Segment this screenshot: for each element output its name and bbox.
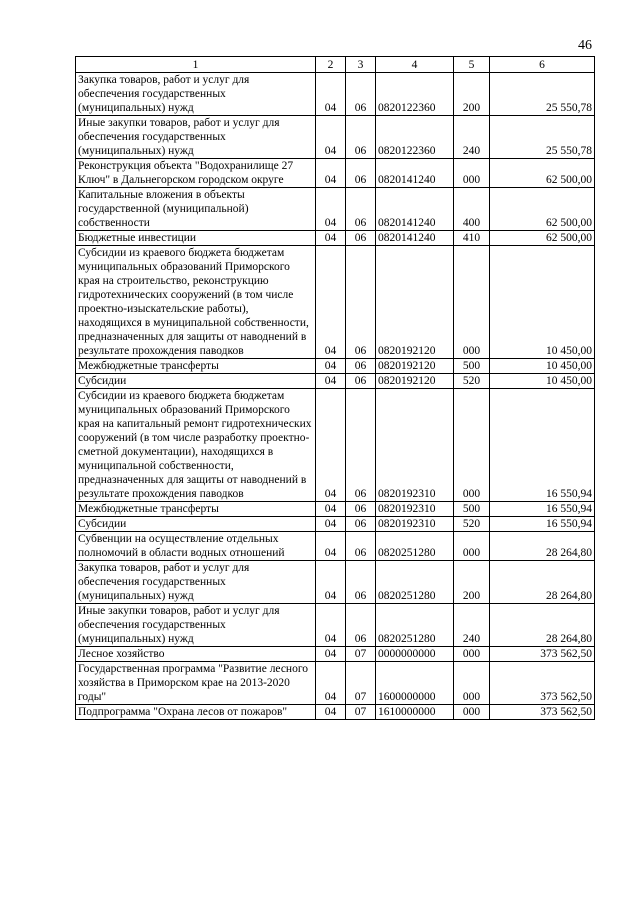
page-number: 46 xyxy=(578,38,592,53)
expense-type-cell: 000 xyxy=(454,159,490,188)
table-row xyxy=(76,502,595,517)
column-header: 3 xyxy=(346,57,376,73)
row-name-cell: Подпрограмма "Охрана лесов от пожаров" xyxy=(76,705,316,720)
section-code-cell: 04 xyxy=(316,359,346,374)
section-code-cell: 04 xyxy=(316,532,346,561)
row-name-cell: Бюджетные инвестиции xyxy=(76,231,316,246)
section-code-cell: 04 xyxy=(316,647,346,662)
amount-cell: 28 264,80 xyxy=(490,604,595,647)
table-row xyxy=(76,532,595,561)
row-name-cell: Межбюджетные трансферты xyxy=(76,359,316,374)
expense-type-cell: 200 xyxy=(454,561,490,604)
expense-type-cell: 500 xyxy=(454,359,490,374)
expense-type-cell: 520 xyxy=(454,374,490,389)
amount-cell: 16 550,94 xyxy=(490,502,595,517)
table-row xyxy=(76,246,595,359)
subsection-code-cell: 06 xyxy=(346,532,376,561)
table-row xyxy=(76,231,595,246)
row-name-cell: Закупка товаров, работ и услуг для обеспечения государственных (муниципальных) нужд xyxy=(76,561,316,604)
amount-cell: 62 500,00 xyxy=(490,159,595,188)
subsection-code-cell: 06 xyxy=(346,116,376,159)
amount-cell: 373 562,50 xyxy=(490,705,595,720)
amount-cell: 16 550,94 xyxy=(490,389,595,502)
section-code-cell: 04 xyxy=(316,502,346,517)
amount-cell: 28 264,80 xyxy=(490,532,595,561)
subsection-code-cell: 07 xyxy=(346,662,376,705)
section-code-cell: 04 xyxy=(316,73,346,116)
amount-cell: 10 450,00 xyxy=(490,246,595,359)
column-header: 4 xyxy=(376,57,454,73)
table-row xyxy=(76,359,595,374)
subsection-code-cell: 06 xyxy=(346,561,376,604)
section-code-cell: 04 xyxy=(316,159,346,188)
target-article-cell: 0820141240 xyxy=(376,231,454,246)
target-article-cell: 1600000000 xyxy=(376,662,454,705)
amount-cell: 28 264,80 xyxy=(490,561,595,604)
subsection-code-cell: 07 xyxy=(346,705,376,720)
table-row xyxy=(76,604,595,647)
row-name-cell: Иные закупки товаров, работ и услуг для обеспечения государственных (муниципальных) нужд xyxy=(76,116,316,159)
target-article-cell: 0820122360 xyxy=(376,116,454,159)
budget-table xyxy=(75,56,595,720)
table-row xyxy=(76,705,595,720)
table-body xyxy=(76,73,595,720)
row-name-cell: Субвенции на осуществление отдельных полномочий в области водных отношений xyxy=(76,532,316,561)
subsection-code-cell: 06 xyxy=(346,517,376,532)
row-name-cell: Межбюджетные трансферты xyxy=(76,502,316,517)
expense-type-cell: 000 xyxy=(454,532,490,561)
target-article-cell: 0820141240 xyxy=(376,188,454,231)
expense-type-cell: 000 xyxy=(454,389,490,502)
amount-cell: 25 550,78 xyxy=(490,116,595,159)
row-name-cell: Субсидии xyxy=(76,374,316,389)
subsection-code-cell: 06 xyxy=(346,374,376,389)
table-row xyxy=(76,561,595,604)
table-row xyxy=(76,73,595,116)
section-code-cell: 04 xyxy=(316,561,346,604)
table-row xyxy=(76,389,595,502)
section-code-cell: 04 xyxy=(316,374,346,389)
expense-type-cell: 200 xyxy=(454,73,490,116)
section-code-cell: 04 xyxy=(316,662,346,705)
row-name-cell: Субсидии из краевого бюджета бюджетам муниципальных образований Приморского края на капитальный ремонт гидротехнических сооружений (в том числе разработку проектно-сметной документации), находящихся в муниципальной собственности, предназначенных для защиты от наводнений в результате прохождения паводков xyxy=(76,389,316,502)
subsection-code-cell: 06 xyxy=(346,502,376,517)
target-article-cell: 0820192310 xyxy=(376,389,454,502)
target-article-cell: 0820122360 xyxy=(376,73,454,116)
subsection-code-cell: 06 xyxy=(346,159,376,188)
subsection-code-cell: 07 xyxy=(346,647,376,662)
table-header-row xyxy=(76,57,595,73)
target-article-cell: 0820141240 xyxy=(376,159,454,188)
row-name-cell: Лесное хозяйство xyxy=(76,647,316,662)
target-article-cell: 0820192120 xyxy=(376,374,454,389)
amount-cell: 373 562,50 xyxy=(490,662,595,705)
subsection-code-cell: 06 xyxy=(346,604,376,647)
target-article-cell: 0820192120 xyxy=(376,359,454,374)
subsection-code-cell: 06 xyxy=(346,231,376,246)
row-name-cell: Реконструкция объекта "Водохранилище 27 Ключ" в Дальнегорском городском округе xyxy=(76,159,316,188)
subsection-code-cell: 06 xyxy=(346,389,376,502)
section-code-cell: 04 xyxy=(316,604,346,647)
amount-cell: 25 550,78 xyxy=(490,73,595,116)
amount-cell: 16 550,94 xyxy=(490,517,595,532)
section-code-cell: 04 xyxy=(316,705,346,720)
amount-cell: 373 562,50 xyxy=(490,647,595,662)
subsection-code-cell: 06 xyxy=(346,246,376,359)
row-name-cell: Субсидии xyxy=(76,517,316,532)
expense-type-cell: 410 xyxy=(454,231,490,246)
target-article-cell: 0820192310 xyxy=(376,517,454,532)
amount-cell: 62 500,00 xyxy=(490,231,595,246)
expense-type-cell: 000 xyxy=(454,246,490,359)
table-row xyxy=(76,517,595,532)
section-code-cell: 04 xyxy=(316,188,346,231)
amount-cell: 10 450,00 xyxy=(490,374,595,389)
table-row xyxy=(76,647,595,662)
expense-type-cell: 400 xyxy=(454,188,490,231)
expense-type-cell: 240 xyxy=(454,116,490,159)
target-article-cell: 0000000000 xyxy=(376,647,454,662)
target-article-cell: 1610000000 xyxy=(376,705,454,720)
column-header: 2 xyxy=(316,57,346,73)
target-article-cell: 0820192120 xyxy=(376,246,454,359)
amount-cell: 62 500,00 xyxy=(490,188,595,231)
column-header: 1 xyxy=(76,57,316,73)
target-article-cell: 0820192310 xyxy=(376,502,454,517)
column-header: 6 xyxy=(490,57,595,73)
target-article-cell: 0820251280 xyxy=(376,604,454,647)
table-row xyxy=(76,116,595,159)
section-code-cell: 04 xyxy=(316,231,346,246)
expense-type-cell: 520 xyxy=(454,517,490,532)
subsection-code-cell: 06 xyxy=(346,188,376,231)
section-code-cell: 04 xyxy=(316,517,346,532)
expense-type-cell: 240 xyxy=(454,604,490,647)
subsection-code-cell: 06 xyxy=(346,359,376,374)
column-header: 5 xyxy=(454,57,490,73)
expense-type-cell: 000 xyxy=(454,662,490,705)
table-row xyxy=(76,159,595,188)
row-name-cell: Иные закупки товаров, работ и услуг для обеспечения государственных (муниципальных) нужд xyxy=(76,604,316,647)
subsection-code-cell: 06 xyxy=(346,73,376,116)
section-code-cell: 04 xyxy=(316,116,346,159)
row-name-cell: Капитальные вложения в объекты государственной (муниципальной) собственности xyxy=(76,188,316,231)
expense-type-cell: 500 xyxy=(454,502,490,517)
row-name-cell: Субсидии из краевого бюджета бюджетам муниципальных образований Приморского края на строительство, реконструкцию гидротехнических сооружений (в том числе проектно-изыскательские работы), находящихся в муниципальной собственности, предназначенных для защиты от наводнений в результате прохождения паводков xyxy=(76,246,316,359)
amount-cell: 10 450,00 xyxy=(490,359,595,374)
table-row xyxy=(76,662,595,705)
expense-type-cell: 000 xyxy=(454,647,490,662)
row-name-cell: Государственная программа "Развитие лесного хозяйства в Приморском крае на 2013-2020 годы" xyxy=(76,662,316,705)
target-article-cell: 0820251280 xyxy=(376,561,454,604)
table-row xyxy=(76,374,595,389)
section-code-cell: 04 xyxy=(316,389,346,502)
row-name-cell: Закупка товаров, работ и услуг для обеспечения государственных (муниципальных) нужд xyxy=(76,73,316,116)
section-code-cell: 04 xyxy=(316,246,346,359)
table-row xyxy=(76,188,595,231)
target-article-cell: 0820251280 xyxy=(376,532,454,561)
expense-type-cell: 000 xyxy=(454,705,490,720)
